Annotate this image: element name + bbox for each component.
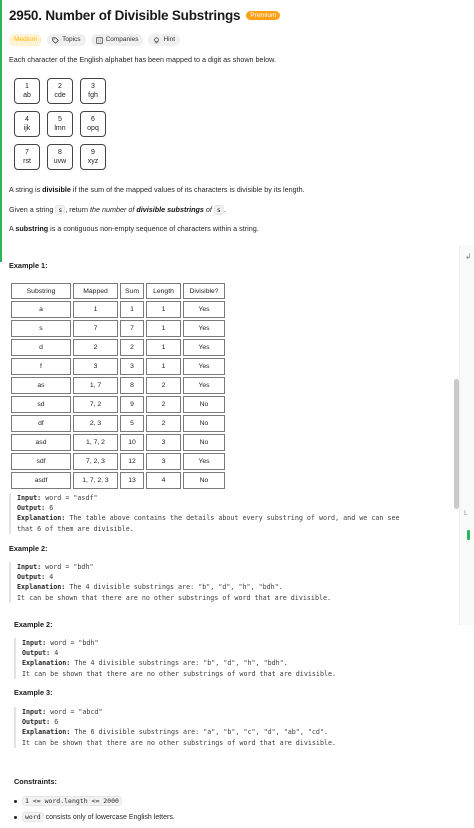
table-cell: s	[11, 320, 71, 337]
example-2-io-block	[9, 562, 331, 603]
edge-glyph-icon: L	[464, 510, 468, 517]
table-cell: 2	[146, 396, 181, 413]
constraint-item	[14, 796, 122, 806]
key-digit: 4	[25, 116, 29, 123]
output-label: Output:	[22, 718, 51, 727]
example-3-io-block	[14, 707, 336, 748]
table-header-cell: Mapped	[73, 283, 118, 299]
explanation-text: The 4 divisible substrings are: "b", "d", "h", "bdh".	[65, 583, 283, 592]
constraint-code: word	[22, 812, 44, 822]
table-cell: 7, 2, 3	[73, 453, 118, 470]
constraint-code: 1 <= word.length <= 2000	[22, 796, 122, 806]
table-cell: No	[183, 415, 225, 432]
topics-label: Topics	[62, 36, 81, 43]
explanation-text: The 6 divisible substrings are: "a", "b", "c", "d", "ab", "cd".	[70, 728, 329, 737]
table-cell: asdf	[11, 472, 71, 489]
input-value: word = "abcd"	[46, 708, 103, 716]
right-panel-edge	[459, 245, 474, 625]
table-row	[11, 472, 225, 489]
table-cell: No	[183, 434, 225, 451]
problem-title[interactable]: 2950. Number of Divisible Substrings	[9, 8, 241, 23]
table-row	[11, 453, 225, 470]
table-cell: Yes	[183, 377, 225, 394]
key-letters: ab	[23, 92, 31, 99]
table-cell: 3	[146, 434, 181, 451]
table-cell: asd	[11, 434, 71, 451]
text: .	[223, 205, 226, 214]
output-value: 4	[50, 649, 59, 658]
definition-divisible	[9, 185, 305, 194]
table-cell: 3	[73, 358, 118, 375]
table-cell: Yes	[183, 301, 225, 318]
bullet-icon	[14, 800, 17, 803]
table-row	[11, 320, 225, 337]
table-header-cell: Divisible?	[183, 283, 225, 299]
table-cell: d	[11, 339, 71, 356]
table-row	[11, 301, 225, 318]
explanation-text: The table above contains the details about every substring of word, and we can see	[65, 514, 400, 523]
key-digit: 2	[58, 83, 62, 90]
table-cell: 1	[146, 339, 181, 356]
bold-term: divisible	[42, 185, 71, 194]
input-value: word = "bdh"	[41, 563, 94, 571]
scrollbar-thumb[interactable]	[454, 379, 459, 509]
table-row	[11, 434, 225, 451]
key-digit: 5	[58, 116, 62, 123]
table-cell: No	[183, 396, 225, 413]
input-label: Input:	[17, 494, 42, 502]
key-3	[80, 78, 106, 104]
text: Given a string	[9, 205, 56, 214]
text: if the sum of the mapped values of its characters is divisible by its length.	[70, 185, 305, 194]
input-value: word = "bdh"	[46, 639, 99, 647]
italic-text: of	[203, 205, 214, 214]
table-header-cell: Length	[146, 283, 181, 299]
input-label: Input:	[22, 639, 47, 647]
output-label: Output:	[17, 573, 46, 582]
companies-label: Companies	[105, 36, 139, 43]
example-2-io-block	[14, 638, 336, 679]
table-cell: 13	[120, 472, 144, 489]
key-digit: 9	[91, 149, 95, 156]
example-1-heading: Example 1:	[9, 261, 48, 270]
difficulty-badge: Medium	[9, 34, 42, 46]
companies-button[interactable]	[91, 34, 144, 46]
table-cell: 1	[146, 301, 181, 318]
bold-italic-term: divisible substrings	[136, 205, 204, 214]
table-header-cell: Sum	[120, 283, 144, 299]
input-label: Input:	[22, 708, 47, 716]
output-value: 6	[45, 504, 54, 513]
text: A	[9, 224, 16, 233]
keypad-grid	[14, 78, 106, 170]
table-row	[11, 358, 225, 375]
table-cell: 2	[146, 377, 181, 394]
table-cell: 9	[120, 396, 144, 413]
table-row	[11, 339, 225, 356]
constraints-heading: Constraints:	[14, 777, 57, 786]
explanation-label: Explanation:	[17, 514, 66, 523]
inline-code: s	[214, 205, 224, 215]
building-icon	[96, 37, 103, 44]
inline-code: s	[55, 205, 65, 215]
output-value: 4	[45, 573, 54, 582]
explanation-text: that 6 of them are divisible.	[17, 524, 134, 533]
hint-label: Hint	[163, 36, 176, 43]
key-letters: ijk	[23, 125, 31, 132]
lightbulb-icon	[153, 37, 160, 44]
key-2	[47, 78, 73, 104]
table-cell: Yes	[183, 339, 225, 356]
table-cell: 1, 7, 2, 3	[73, 472, 118, 489]
premium-badge[interactable]: Premium	[246, 11, 280, 20]
table-cell: df	[11, 415, 71, 432]
output-label: Output:	[17, 504, 46, 513]
key-letters: xyz	[87, 158, 99, 165]
bullet-icon	[14, 816, 17, 819]
text: , return	[65, 205, 91, 214]
table-cell: 7	[120, 320, 144, 337]
key-letters: rst	[23, 158, 31, 165]
table-cell: 2, 3	[73, 415, 118, 432]
key-digit: 1	[25, 83, 29, 90]
table-cell: 4	[146, 472, 181, 489]
title-row	[9, 8, 280, 23]
example-2-heading: Example 2:	[14, 620, 53, 629]
hint-button[interactable]	[148, 34, 180, 46]
key-6	[80, 111, 106, 137]
table-cell: 12	[120, 453, 144, 470]
table-cell: a	[11, 301, 71, 318]
table-cell: No	[183, 472, 225, 489]
table-cell: 5	[120, 415, 144, 432]
resize-handle-icon[interactable]: ↲	[465, 252, 472, 261]
table-cell: 1	[120, 301, 144, 318]
intro-text: Each character of the English alphabet has been mapped to a digit as shown below.	[9, 55, 276, 64]
key-5	[47, 111, 73, 137]
output-value: 6	[50, 718, 59, 727]
explanation-text: The 4 divisible substrings are: "b", "d", "h", "bdh".	[70, 659, 288, 668]
key-digit: 6	[91, 116, 95, 123]
table-cell: f	[11, 358, 71, 375]
explanation-text: It can be shown that there are no other substrings of word that are divisible.	[22, 669, 337, 678]
table-cell: Yes	[183, 320, 225, 337]
table-cell: 3	[146, 453, 181, 470]
table-cell: 7, 2	[73, 396, 118, 413]
table-cell: Yes	[183, 358, 225, 375]
example-2-heading: Example 2:	[9, 544, 48, 553]
table-cell: 2	[120, 339, 144, 356]
left-accent-bar	[0, 0, 2, 262]
key-letters: lmn	[54, 125, 66, 132]
key-letters: opq	[87, 125, 99, 132]
italic-text: the number of	[90, 205, 137, 214]
table-cell: sd	[11, 396, 71, 413]
table-cell: 1	[146, 320, 181, 337]
input-value: word = "asdf"	[41, 494, 98, 502]
example-1-io-block	[9, 493, 400, 534]
topics-button[interactable]	[47, 34, 85, 46]
constraint-text: consists only of lowercase English letters.	[43, 814, 175, 821]
tag-icon	[52, 37, 59, 44]
key-letters: uvw	[53, 158, 67, 165]
key-digit: 7	[25, 149, 29, 156]
table-cell: 1, 7, 2	[73, 434, 118, 451]
table-cell: 1	[146, 358, 181, 375]
key-9	[80, 144, 106, 170]
bold-term: substring	[15, 224, 49, 233]
edge-accent-icon	[467, 530, 470, 540]
table-row	[11, 396, 225, 413]
table-cell: Yes	[183, 453, 225, 470]
text: is a contiguous non-empty sequence of characters within a string.	[48, 224, 259, 233]
explanation-text: It can be shown that there are no other substrings of word that are divisible.	[17, 593, 332, 602]
key-7	[14, 144, 40, 170]
table-cell: 1, 7	[73, 377, 118, 394]
table-cell: 2	[146, 415, 181, 432]
explanation-label: Explanation:	[22, 659, 71, 668]
key-4	[14, 111, 40, 137]
table-cell: 7	[73, 320, 118, 337]
table-cell: 8	[120, 377, 144, 394]
key-1	[14, 78, 40, 104]
output-label: Output:	[22, 649, 51, 658]
table-row	[11, 415, 225, 432]
table-header-row	[11, 283, 225, 299]
input-label: Input:	[17, 563, 42, 571]
tag-row	[9, 34, 180, 46]
table-cell: 3	[120, 358, 144, 375]
constraint-item	[14, 813, 175, 821]
key-digit: 8	[58, 149, 62, 156]
key-letters: fgh	[88, 92, 98, 99]
table-cell: sdf	[11, 453, 71, 470]
example-3-heading: Example 3:	[14, 688, 53, 697]
table-header-cell: Substring	[11, 283, 71, 299]
example-1-table	[9, 281, 227, 491]
key-letters: cde	[54, 92, 66, 99]
explanation-text: It can be shown that there are no other substrings of word that are divisible.	[22, 738, 337, 747]
key-digit: 3	[91, 83, 95, 90]
task-statement	[9, 205, 226, 214]
table-cell: as	[11, 377, 71, 394]
explanation-label: Explanation:	[17, 583, 66, 592]
explanation-label: Explanation:	[22, 728, 71, 737]
table-cell: 1	[73, 301, 118, 318]
key-8	[47, 144, 73, 170]
table-row	[11, 377, 225, 394]
text: A string is	[9, 185, 43, 194]
table-cell: 2	[73, 339, 118, 356]
table-cell: 10	[120, 434, 144, 451]
definition-substring	[9, 224, 259, 233]
